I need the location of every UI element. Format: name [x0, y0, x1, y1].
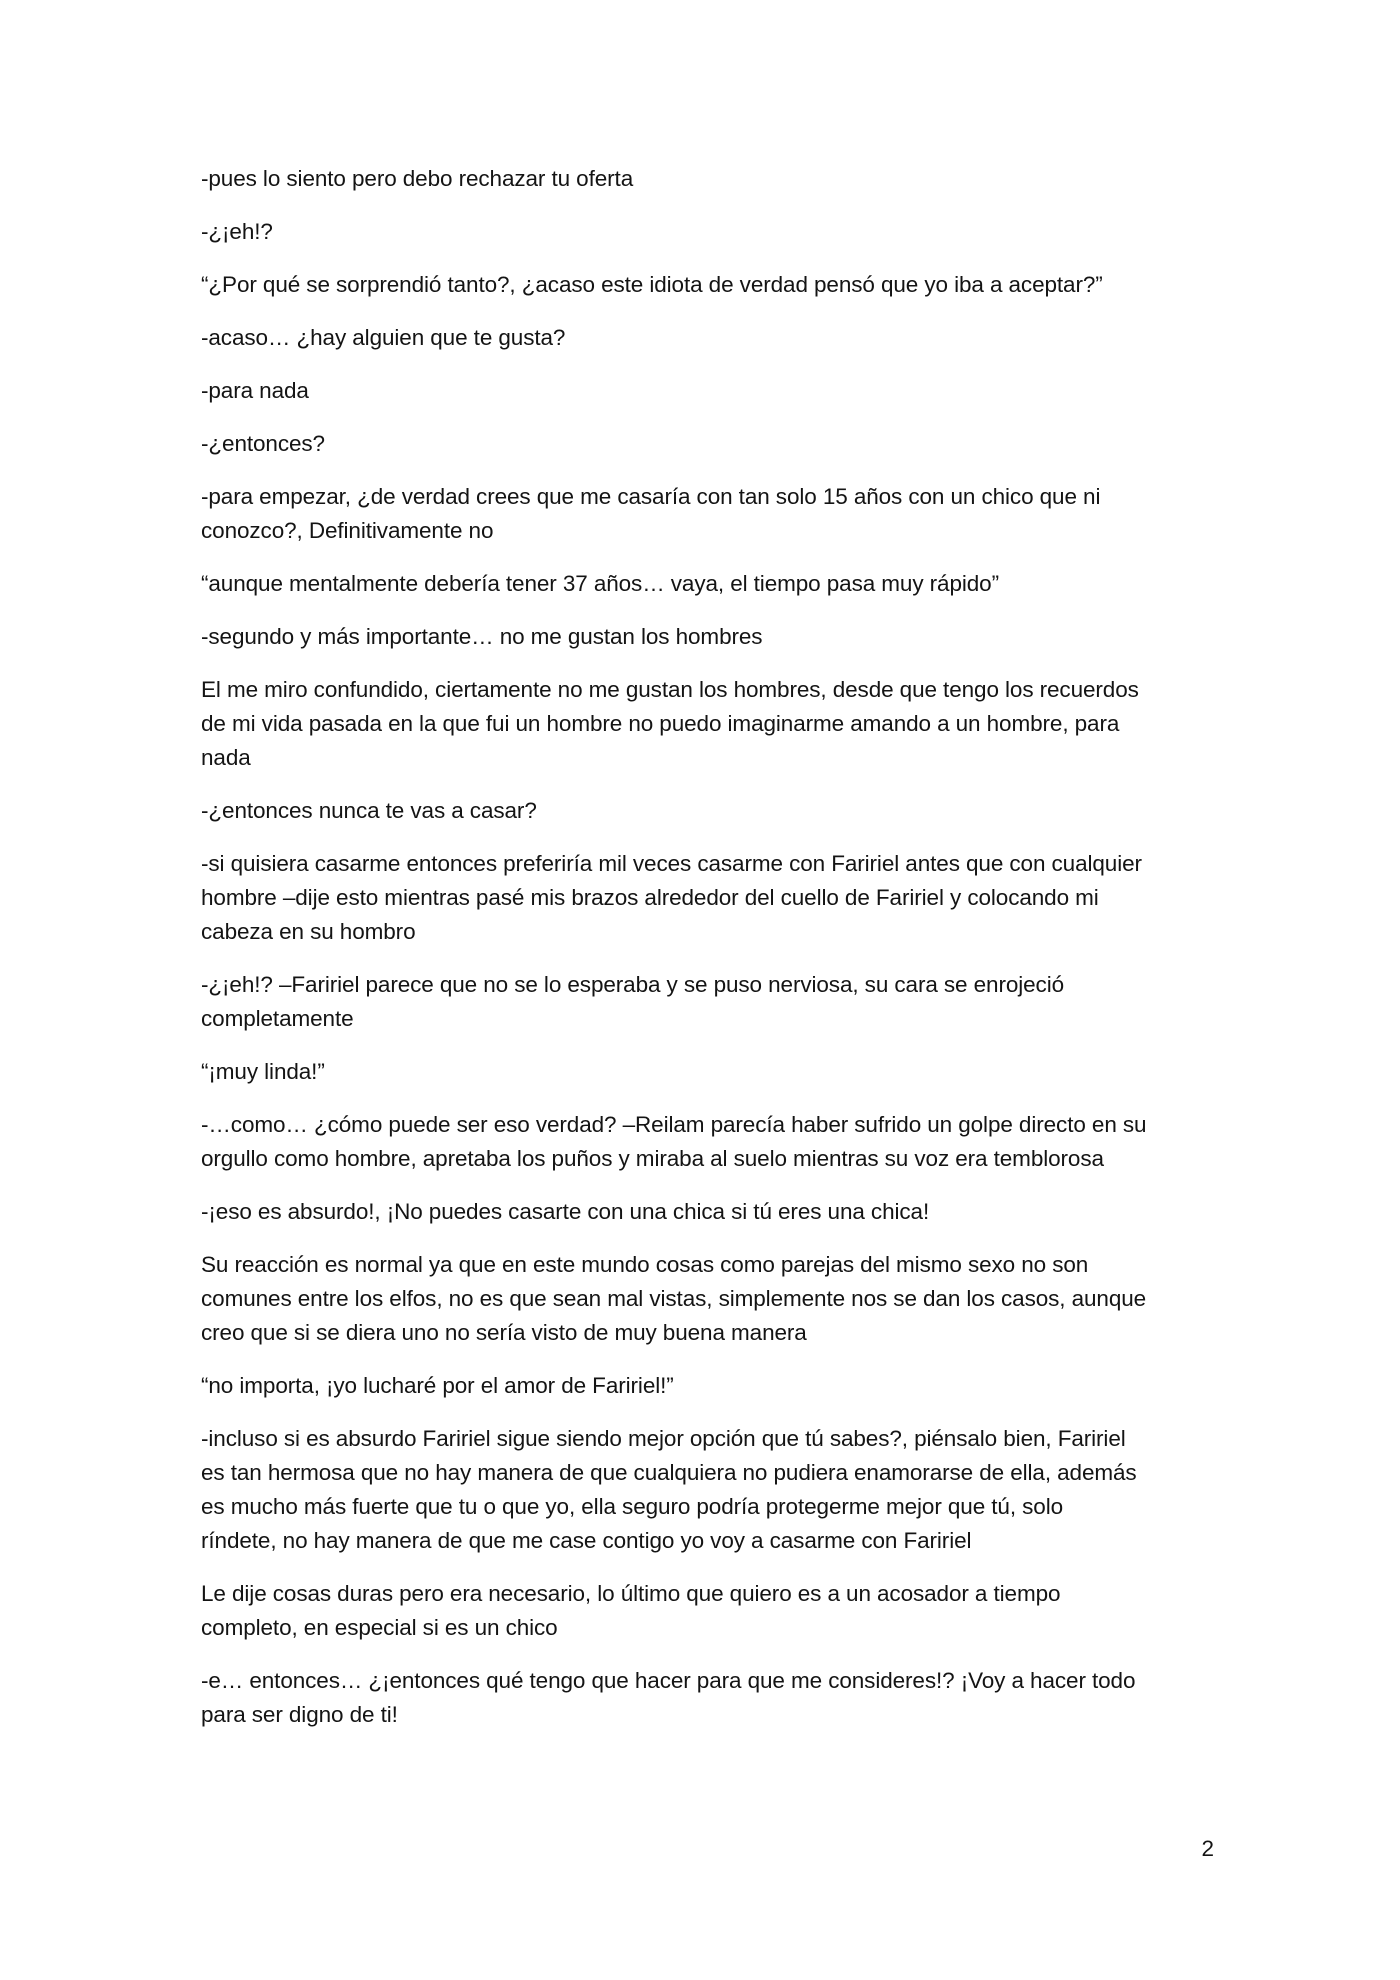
paragraph-line: -¡eso es absurdo!, ¡No puedes casarte con una chica si tú eres una chica!	[201, 1199, 930, 1224]
paragraph	[201, 1195, 1201, 1229]
paragraph-line: es mucho más fuerte que tu o que yo, ella seguro podría protegerme mejor que tú, solo	[201, 1494, 1064, 1519]
paragraph-line: -¿¡eh!?	[201, 219, 273, 244]
paragraph	[201, 1369, 1201, 1403]
paragraph	[201, 268, 1201, 302]
paragraph	[201, 1248, 1201, 1350]
paragraph-line: -pues lo siento pero debo rechazar tu oferta	[201, 166, 634, 191]
paragraph-line: orgullo como hombre, apretaba los puños y miraba al suelo mientras su voz era temblorosa	[201, 1146, 1104, 1171]
page-number: 2	[1201, 1836, 1214, 1861]
paragraph	[201, 968, 1201, 1036]
paragraph	[201, 1577, 1201, 1645]
paragraph	[201, 1422, 1201, 1558]
paragraph	[201, 427, 1201, 461]
paragraph-line: cabeza en su hombro	[201, 919, 416, 944]
paragraph-line: -si quisiera casarme entonces preferiría mil veces casarme con Faririel antes que con cualquier	[201, 851, 1142, 876]
paragraph-line: -¿entonces?	[201, 431, 325, 456]
paragraph	[201, 673, 1201, 775]
paragraph-line: es tan hermosa que no hay manera de que cualquiera no pudiera enamorarse de ella, además	[201, 1460, 1137, 1485]
paragraph	[201, 480, 1201, 548]
paragraph	[201, 847, 1201, 949]
paragraph-line: -segundo y más importante… no me gustan los hombres	[201, 624, 763, 649]
paragraph	[201, 1055, 1201, 1089]
paragraph	[201, 321, 1201, 355]
paragraph-line: -¿entonces nunca te vas a casar?	[201, 798, 537, 823]
paragraph-line: “¿Por qué se sorprendió tanto?, ¿acaso este idiota de verdad pensó que yo iba a aceptar?”	[201, 272, 1103, 297]
paragraph	[201, 620, 1201, 654]
paragraph	[201, 1664, 1201, 1732]
paragraph-line: -…como… ¿cómo puede ser eso verdad? –Reilam parecía haber sufrido un golpe directo en su	[201, 1112, 1147, 1137]
paragraph-line: El me miro confundido, ciertamente no me gustan los hombres, desde que tengo los recuerdos	[201, 677, 1139, 702]
paragraph	[201, 567, 1201, 601]
paragraph-line: comunes entre los elfos, no es que sean mal vistas, simplemente nos se dan los casos, aunque	[201, 1286, 1147, 1311]
paragraph-line: -acaso… ¿hay alguien que te gusta?	[201, 325, 566, 350]
paragraph-line: -¿¡eh!? –Faririel parece que no se lo esperaba y se puso nerviosa, su cara se enrojeció	[201, 972, 1065, 997]
paragraph-line: hombre –dije esto mientras pasé mis brazos alrededor del cuello de Faririel y colocando mi	[201, 885, 1099, 910]
paragraph	[201, 1108, 1201, 1176]
paragraph-line: -para empezar, ¿de verdad crees que me casaría con tan solo 15 años con un chico que ni	[201, 484, 1101, 509]
paragraph-line: completamente	[201, 1006, 354, 1031]
paragraph-line: Su reacción es normal ya que en este mundo cosas como parejas del mismo sexo no son	[201, 1252, 1089, 1277]
paragraph-line: Le dije cosas duras pero era necesario, lo último que quiero es a un acosador a tiempo	[201, 1581, 1061, 1606]
paragraph-line: “¡muy linda!”	[201, 1059, 325, 1084]
paragraph-line: “aunque mentalmente debería tener 37 años… vaya, el tiempo pasa muy rápido”	[201, 571, 999, 596]
paragraph-line: conozco?, Definitivamente no	[201, 518, 494, 543]
paragraph	[201, 215, 1201, 249]
paragraph-line: -para nada	[201, 378, 309, 403]
paragraph	[201, 162, 1201, 196]
paragraph-line: completo, en especial si es un chico	[201, 1615, 558, 1640]
paragraph	[201, 374, 1201, 408]
paragraph-line: -incluso si es absurdo Faririel sigue siendo mejor opción que tú sabes?, piénsalo bien, Faririel	[201, 1426, 1126, 1451]
paragraph-line: nada	[201, 745, 251, 770]
paragraph-line: -e… entonces… ¿¡entonces qué tengo que hacer para que me consideres!? ¡Voy a hacer todo	[201, 1668, 1136, 1693]
paragraph-line: ríndete, no hay manera de que me case contigo yo voy a casarme con Faririel	[201, 1528, 972, 1553]
paragraph-line: creo que si se diera uno no sería visto de muy buena manera	[201, 1320, 807, 1345]
document-body	[201, 162, 1201, 1751]
paragraph-line: para ser digno de ti!	[201, 1702, 398, 1727]
paragraph-line: de mi vida pasada en la que fui un hombre no puedo imaginarme amando a un hombre, para	[201, 711, 1120, 736]
paragraph	[201, 794, 1201, 828]
paragraph-line: “no importa, ¡yo lucharé por el amor de Faririel!”	[201, 1373, 674, 1398]
